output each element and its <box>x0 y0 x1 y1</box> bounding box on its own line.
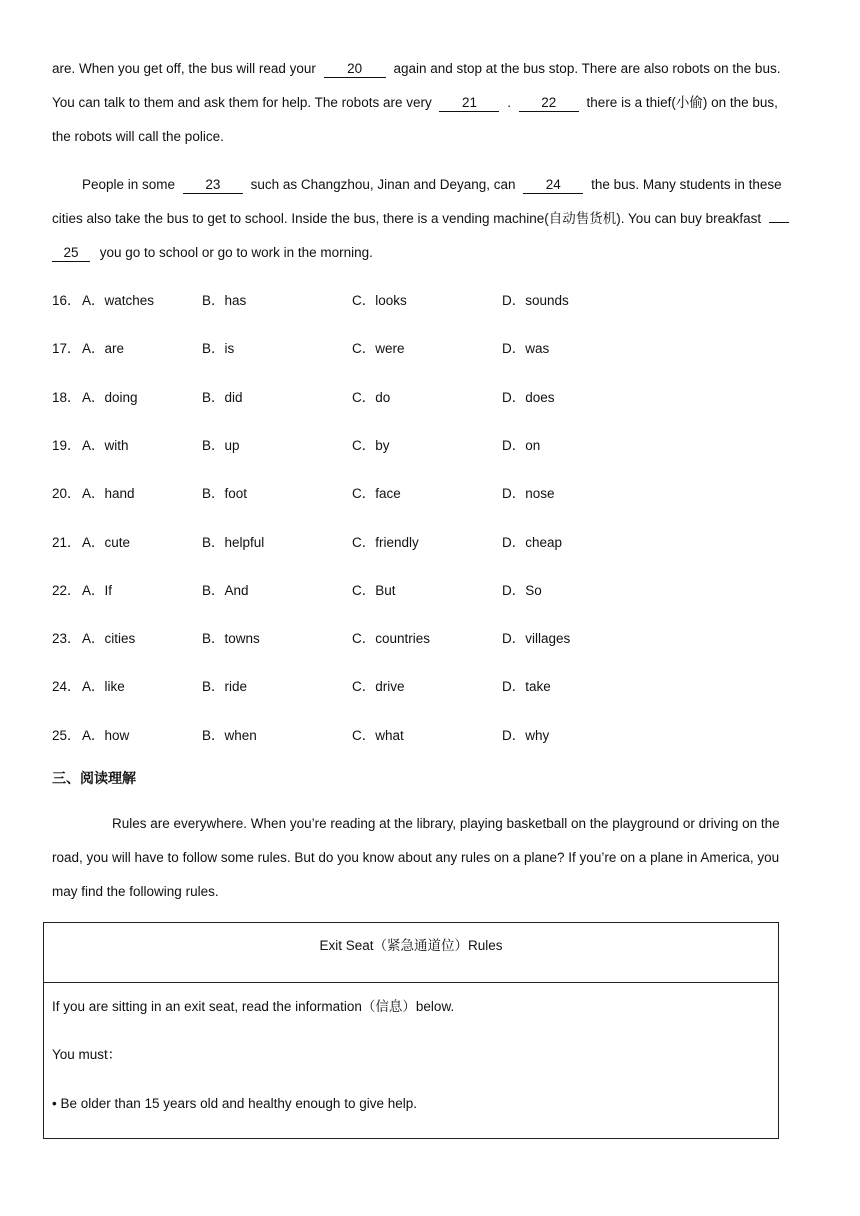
answer-blank-20: 20 <box>324 60 386 78</box>
question-number: 23． <box>52 631 81 647</box>
answer-blank-22: 22 <box>519 94 579 112</box>
answer-option-b[interactable]: B．helpful <box>202 534 265 550</box>
answer-option-d[interactable]: D．does <box>502 389 555 405</box>
answer-option-a[interactable]: A．doing <box>82 389 138 405</box>
answer-blank-21: 21 <box>439 94 499 112</box>
rules-table <box>43 922 779 1139</box>
question-number: 24． <box>52 679 81 695</box>
intro-line: road, you will have to follow some rules. But do you know about any rules on a plane? If you’re on a plane in America, you <box>52 850 780 865</box>
question-number: 20． <box>52 486 81 502</box>
question-number: 19． <box>52 437 81 453</box>
answer-option-d[interactable]: D．why <box>502 727 550 743</box>
answer-option-a[interactable]: A．hand <box>82 486 135 502</box>
answer-blank-23: 23 <box>183 176 243 194</box>
answer-option-c[interactable]: C．face <box>352 486 401 502</box>
answer-option-d[interactable]: D．was <box>502 341 550 357</box>
answer-blank-24: 24 <box>523 176 583 194</box>
answer-option-b[interactable]: B．towns <box>202 631 260 647</box>
answer-option-a[interactable]: A．like <box>82 679 125 695</box>
answer-option-d[interactable]: D．So <box>502 582 542 598</box>
answer-option-c[interactable]: C．drive <box>352 679 405 695</box>
question-number: 18． <box>52 389 81 405</box>
answer-option-b[interactable]: B．And <box>202 582 249 598</box>
question-number: 22． <box>52 582 81 598</box>
answer-option-d[interactable]: D．nose <box>502 486 555 502</box>
rules-line: You must： <box>52 1047 122 1062</box>
answer-option-b[interactable]: B．did <box>202 389 243 405</box>
answer-option-a[interactable]: A．cute <box>82 534 131 550</box>
passage-line: People in some 23 such as Changzhou, Jinan and Deyang, can 24 the bus. Many students in these <box>82 177 782 192</box>
answer-option-c[interactable]: C．looks <box>352 293 407 308</box>
answer-option-b[interactable]: B．when <box>202 727 257 743</box>
answer-option-b[interactable]: B．has <box>202 293 247 308</box>
answer-option-c[interactable]: C．countries <box>352 631 431 647</box>
answer-option-b[interactable]: B．is <box>202 341 235 357</box>
answer-option-d[interactable]: D．cheap <box>502 534 563 550</box>
passage-line: You can talk to them and ask them for help. The robots are very 21 . 22 there is a thief(小偷) on the bus, <box>52 95 778 110</box>
section-title: 三、阅读理解 <box>52 771 136 787</box>
intro-line: may find the following rules. <box>52 884 219 899</box>
passage-line: 25 you go to school or go to work in the morning. <box>52 243 373 263</box>
intro-line: Rules are everywhere. When you’re reading at the library, playing basketball on the playground or driving on the <box>112 816 780 831</box>
answer-option-c[interactable]: C．were <box>352 341 405 357</box>
answer-option-d[interactable]: D．villages <box>502 631 571 647</box>
answer-option-c[interactable]: C．do <box>352 389 391 405</box>
rules-line: If you are sitting in an exit seat, read the information（信息）below. <box>52 999 455 1014</box>
answer-option-b[interactable]: B．up <box>202 437 240 453</box>
answer-option-d[interactable]: D．take <box>502 679 551 695</box>
answer-option-c[interactable]: C．what <box>352 727 404 743</box>
question-number: 25． <box>52 727 81 743</box>
answer-option-b[interactable]: B．foot <box>202 486 248 502</box>
answer-option-a[interactable]: A．with <box>82 437 129 453</box>
answer-option-a[interactable]: A．are <box>82 341 125 357</box>
answer-blank-25: 25 <box>52 244 90 262</box>
answer-option-a[interactable]: A．If <box>82 582 113 598</box>
question-number: 16． <box>52 293 81 308</box>
rules-line: • Be older than 15 years old and healthy enough to give help. <box>52 1096 417 1111</box>
passage-line: are. When you get off, the bus will read your 20 again and stop at the bus stop. There are also robots on the bus. <box>52 61 781 76</box>
answer-option-c[interactable]: C．friendly <box>352 534 419 550</box>
answer-option-d[interactable]: D．sounds <box>502 293 569 308</box>
answer-blank-25-start <box>769 222 789 223</box>
answer-option-a[interactable]: A．cities <box>82 631 136 647</box>
passage-line: cities also take the bus to get to school. Inside the bus, there is a vending machine(自动售货机). You can buy breakfast <box>52 209 789 229</box>
answer-option-d[interactable]: D．on <box>502 437 541 453</box>
rules-table-header: Exit Seat（紧急通道位）Rules <box>44 923 778 983</box>
passage-line: the robots will call the police. <box>52 129 224 144</box>
answer-option-a[interactable]: A．watches <box>82 293 155 308</box>
answer-option-a[interactable]: A．how <box>82 727 130 743</box>
answer-option-b[interactable]: B．ride <box>202 679 248 695</box>
answer-option-c[interactable]: C．But <box>352 582 396 598</box>
question-number: 17． <box>52 341 81 357</box>
answer-option-c[interactable]: C．by <box>352 437 390 453</box>
question-number: 21． <box>52 534 81 550</box>
